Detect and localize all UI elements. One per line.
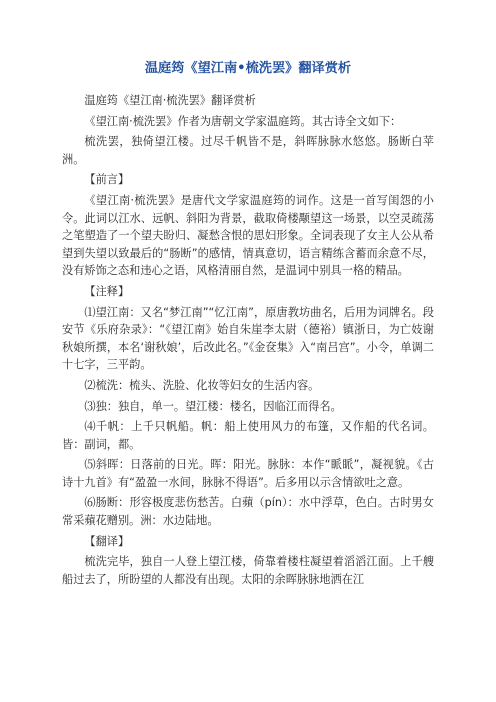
preface-heading: 【前言】 — [84, 173, 130, 187]
preface-text: 《望江南·梳洗罢》是唐代文学家温庭筠的词作。这是一首写闺怨的小令。此词以江水、远帆、斜阳为背景，截取倚楼颙望这一场景，以空灵疏荡之笔塑造了一个望夫盼归、凝愁含恨的思妇形象。全词表现了女主人公从希望到失望以致最后的“肠断”的感情，情真意切，语言精练含蓄而余意不尽，没有矫饰之态和违心之语，风格清丽自然，是温词中别具一格的精品。 — [62, 193, 434, 278]
poem-text: 梳洗罢，独倚望江楼。过尽千帆皆不是，斜晖脉脉水悠悠。肠断白苹洲。 — [62, 135, 434, 166]
note-2: ⑵梳洗：梳头、洗脸、化妆等妇女的生活内容。 — [84, 378, 320, 392]
translation-text: 梳洗完毕，独自一人登上望江楼，倚靠着楼柱凝望着滔滔江面。上千艘船过去了，所盼望的人都没有出现。太阳的余晖脉脉地洒在江 — [62, 555, 434, 586]
document-title: 温庭筠《望江南•梳洗罢》翻译赏析 — [144, 61, 352, 76]
intro-line-2: 《望江南·梳洗罢》作者为唐朝文学家温庭筠。其古诗全文如下： — [84, 114, 402, 128]
note-4: ⑷千帆：上千只帆船。帆：船上使用风力的布篷，又作船的代名词。皆：副词，都。 — [62, 420, 434, 451]
note-1: ⑴望江南：又名“梦江南”“忆江南”，原唐教坊曲名，后用为词牌名。段安节《乐府杂录》：“《望江南》始自朱崖李太尉（德裕）镇浙日，为亡妓谢秋娘所撰，本名‘谢秋娘’，后改此名。”《金奁集》入“南吕宫”。小令，单调二十七字，三平韵。 — [62, 305, 434, 372]
note-6: ⑹肠断：形容极度悲伤愁苦。白蘋（pín）：水中浮草，色白。古时男女常采蘋花赠别。洲：水边陆地。 — [62, 496, 434, 528]
notes-heading: 【注释】 — [84, 284, 130, 298]
note-5: ⑸斜晖：日落前的日光。晖：阳光。脉脉：本作“眽眽”，凝视貌。《古诗十九首》有“盈盈一水间，脉脉不得语”。后多用以示含情欲吐之意。 — [62, 458, 434, 489]
note-3: ⑶独：独自，单一。望江楼：楼名，因临江而得名。 — [84, 399, 342, 413]
intro-line-1: 温庭筠《望江南·梳洗罢》翻译赏析 — [84, 94, 256, 107]
translation-heading: 【翻译】 — [84, 534, 130, 548]
